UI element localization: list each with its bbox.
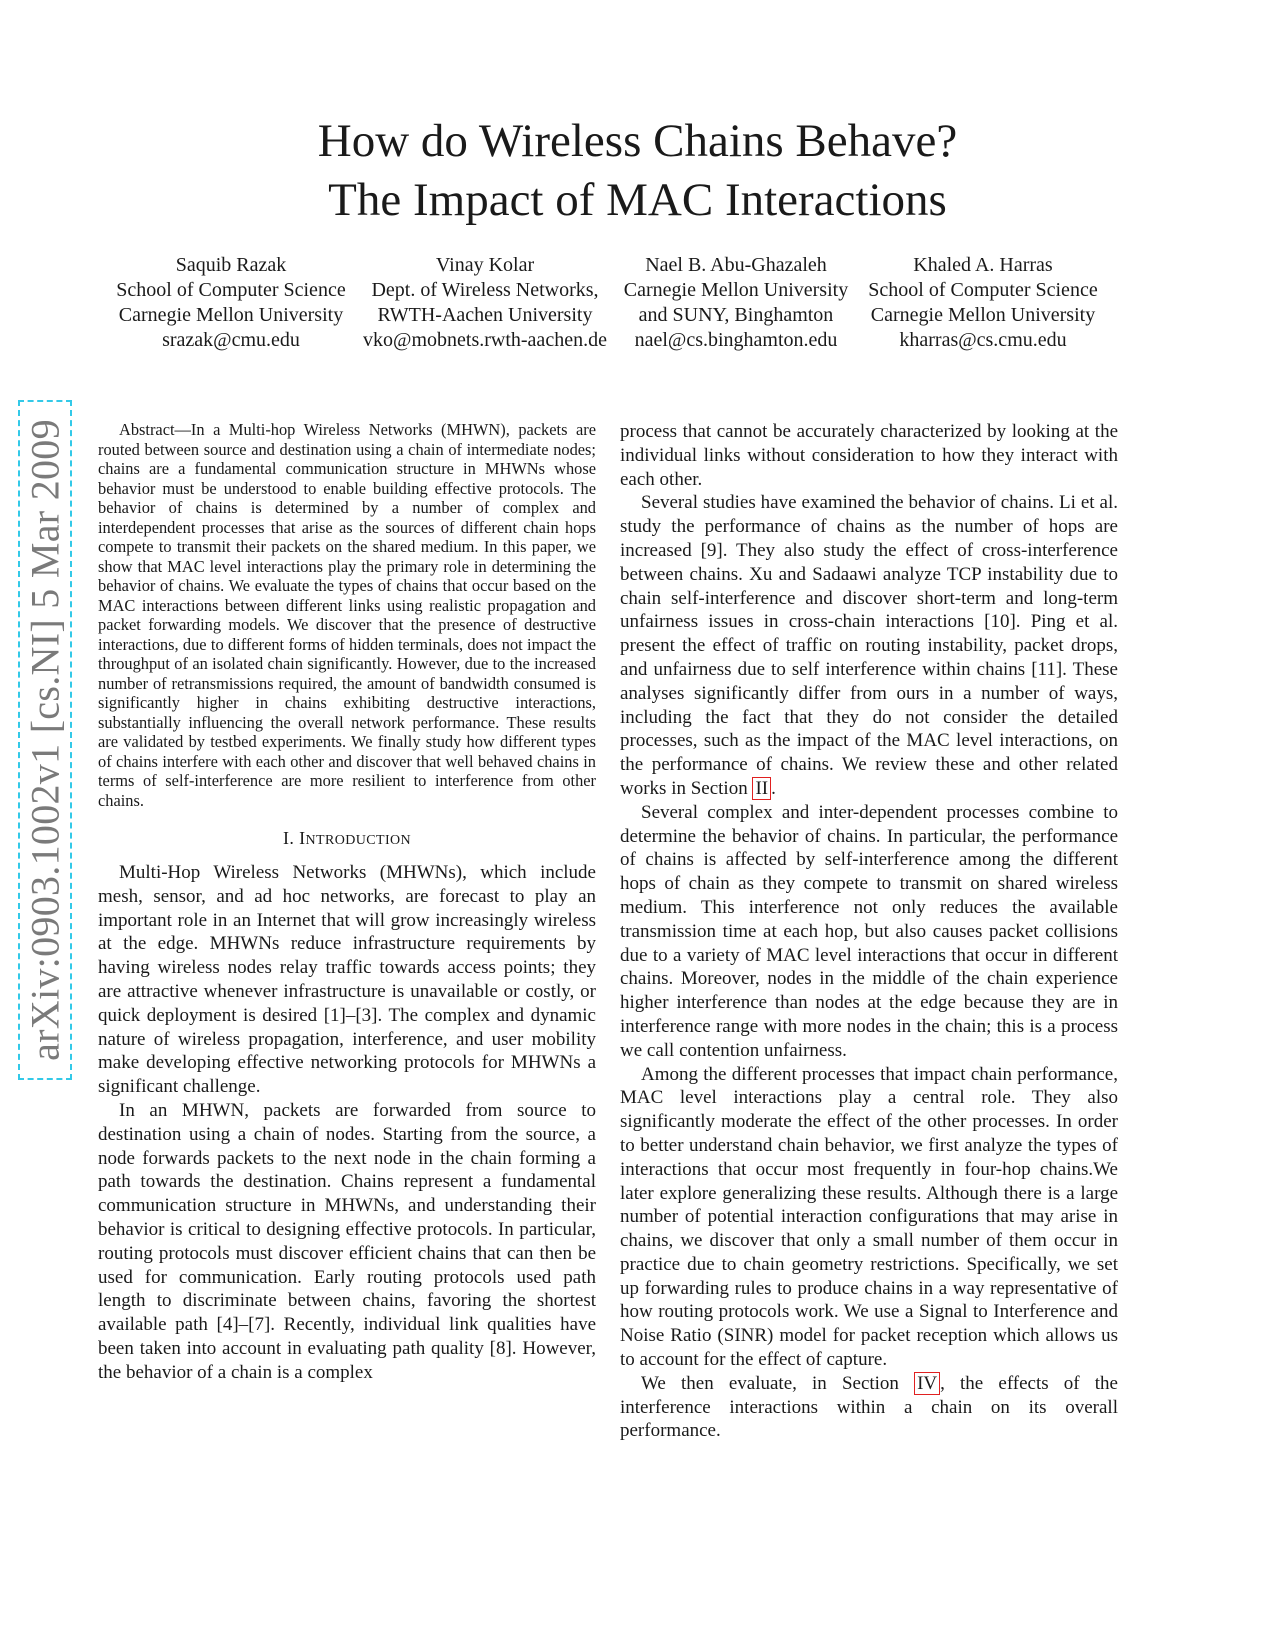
author-3 [616, 253, 856, 353]
section-heading-introduction [98, 827, 596, 852]
paragraph [620, 1372, 1118, 1443]
paragraph-continuation: process that cannot be accurately characterized by looking at the individual links without consideration to how they interact with each other. [620, 421, 1118, 490]
author-email: nael@cs.binghamton.edu [634, 329, 838, 351]
author-affiliation: School of Computer Science [116, 279, 346, 301]
title-line-1: How do Wireless Chains Behave? [317, 115, 958, 167]
title-line-2: The Impact of MAC Interactions [328, 174, 947, 226]
author-email: vko@mobnets.rwth-aachen.de [363, 329, 607, 351]
author-affiliation: Carnegie Mellon University [623, 279, 849, 301]
author-affiliation: School of Computer Science [868, 279, 1098, 301]
section-ref-link[interactable]: IV [914, 1372, 940, 1395]
paragraph [620, 491, 1118, 800]
abstract: Abstract—In a Multi-hop Wireless Networks (MHWN), packets are routed between source and destination using a chain of intermediate nodes; chains are a fundamental communication structure in MHWNs whose behavior must be understood to enable building effective protocols. The behavior of chains is determined by a number of complex and interdependent processes that arise as the sources of different chain hops compete to transmit their packets on the shared medium. In this paper, we show that MAC level interactions play the primary role in determining the behavior of chains. We evaluate the types of chains that occur based on the MAC interactions between different links using realistic propagation and packet forwarding models. We discover that the presence of destructive interactions, due to different forms of hidden terminals, does not impact the throughput of an isolated chain significantly. However, due to the increased number of retransmissions required, the amount of bandwidth consumed is significantly higher in chains exhibiting destructive interactions, substantially influencing the overall network performance. These results are validated by testbed experiments. We finally study how different types of chains interfere with each other and discover that well behaved chains in terms of self-interference are more resilient to interference from other chains. [98, 420, 596, 810]
author-2 [360, 253, 610, 353]
section-number: I. I [282, 828, 306, 848]
author-affiliation: Dept. of Wireless Networks, [371, 279, 599, 301]
author-email: kharras@cs.cmu.edu [899, 329, 1067, 351]
author-affiliation: RWTH-Aachen University [377, 304, 593, 326]
paragraph-text: Several studies have examined the behavior of chains. Li et al. study the performance of chains as the number of hops are increased [9]. They also study the effect of cross-interference between chains. Xu and Sadaawi analyze TCP instability due to chain self-interference and discover short-term and long-term unfairness issues in cross-chain interactions [10]. Ping et al. present the effect of traffic on routing instability, packet drops, and unfairness due to self interference within chains [11]. These analyses significantly differ from ours in a number of ways, including the fact that they do not consider the detailed processes, such as the impact of the MAC level interactions, on the performance of chains. We review these and other related works in Section [620, 492, 1118, 799]
author-name: Saquib Razak [175, 254, 287, 276]
author-affiliation: Carnegie Mellon University [118, 304, 344, 326]
author-4 [860, 253, 1106, 353]
author-email: srazak@cmu.edu [162, 329, 300, 351]
right-column [620, 420, 1118, 1443]
author-name: Nael B. Abu-Ghazaleh [645, 254, 827, 276]
author-affiliation: and SUNY, Binghamton [638, 304, 834, 326]
paragraph-text: . [771, 777, 776, 799]
author-1 [107, 253, 355, 353]
paragraph: Several complex and inter-dependent processes combine to determine the behavior of chains. In particular, the performance of chains is affected by self-interference among the different hops of chain as they compete to transmit on shared wireless medium. This interference not only reduces the available transmission time at each hop, but also causes packet collisions due to a variety of MAC level interactions that occur in different chains. Moreover, nodes in the middle of the chain experience higher interference than nodes at the edge because they are in interference range with more nodes in the chain; this is a process we call contention unfairness. [620, 801, 1118, 1061]
paragraph: In an MHWN, packets are forwarded from source to destination using a chain of nodes. Starting from the source, a node forwards packets to the next node in the chain forming a path towards the destination. Chains represent a fundamental communication structure in MHWNs, and understanding their behavior is critical to designing effective protocols. In particular, routing protocols must discover efficient chains that can then be used for communication. Early routing protocols used path length to discriminate between chains, favoring the shortest available path [4]–[7]. Recently, individual link qualities have been taken into account in evaluating path quality [8]. However, the behavior of a chain is a complex [98, 1099, 596, 1383]
paragraph-text: We then evaluate, in Section [641, 1372, 915, 1394]
arxiv-identifier: arXiv:0903.1002v1 [cs.NI] 5 Mar 2009 [22, 419, 68, 1061]
section-ref-link[interactable]: II [752, 777, 771, 800]
paragraph: Among the different processes that impact chain performance, MAC level interactions play a central role. They also significantly moderate the effect of the other processes. In order to better understand chain behavior, we first analyze the types of interactions that occur most frequently in four-hop chains.We later explore generalizing these results. Although there is a large number of potential interaction configurations that may arise in chains, we discover that only a small number of them occur in practice due to chain geometry restrictions. Specifically, we set up forwarding rules to produce chains in a way representative of how routing protocols work. We use a Signal to Interference and Noise Ratio (SINR) model for packet reception which allows us to account for the effect of capture. [620, 1063, 1118, 1371]
left-column [98, 420, 596, 1385]
arxiv-stamp-link[interactable] [18, 400, 72, 1080]
paper-title [0, 112, 1275, 230]
author-name: Khaled A. Harras [913, 254, 1053, 276]
section-title: NTRODUCTION [305, 833, 412, 848]
author-affiliation: Carnegie Mellon University [870, 304, 1096, 326]
paragraph-text: , the effects of the interference interactions within a chain on its overall performance. [620, 1372, 1118, 1442]
paragraph: Multi-Hop Wireless Networks (MHWNs), which include mesh, sensor, and ad hoc networks, are forecast to play an important role in an Internet that will grow increasingly wireless at the edge. MHWNs reduce infrastructure requirements by having wireless nodes relay traffic towards access points; they are attractive whenever infrastructure is unavailable or costly, or quick deployment is desired [1]–[3]. The complex and dynamic nature of wireless propagation, interference, and user mobility make developing effective networking protocols for MHWNs a significant challenge. [98, 862, 596, 1098]
author-name: Vinay Kolar [435, 254, 535, 276]
